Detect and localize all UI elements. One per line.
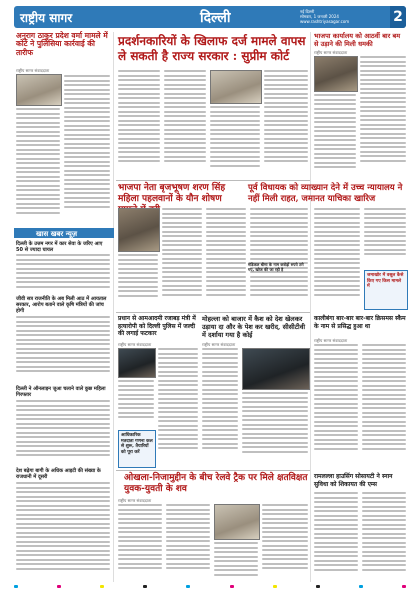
story-byline: राष्ट्रीय सागर संवाददाता	[16, 68, 50, 73]
story-body	[262, 504, 308, 582]
edition-label: दिल्ली	[200, 10, 231, 26]
masthead-meta	[300, 9, 349, 24]
story-body	[158, 348, 198, 466]
story-body	[162, 208, 202, 308]
story-headline: अनुराग ठाकुर प्रदेश वर्मा मामले में कोर्ट ने पुलिसिया कार्रवाई की तारीफ	[16, 31, 108, 57]
story-body	[314, 344, 358, 464]
corner-headline: मेडिकल बीमा के नाम करोड़ों रुपये ठगे गए, खोज की जा रही है	[248, 262, 304, 272]
divider	[116, 180, 310, 181]
story-body	[250, 208, 308, 308]
brief-headline: दिल्ली ने ऑनलाइन जुआ चलाने वाले कुछ महिला गिरफ्तार	[16, 386, 106, 398]
story-headline: पूर्व विधायक को व्याख्यान देने में उच्च न्यायालय ने नहीं मिली राहत, जमानत याचिका खारिज	[248, 183, 403, 204]
lead-body	[118, 70, 160, 176]
brief-body	[16, 316, 110, 384]
story-headline: भाजपा नेता बृजभूषण शरण सिंह महिला पहलवानों के यौन शोषण	[118, 183, 226, 204]
story-body	[206, 208, 246, 308]
story-headline: भाजपा कार्यालय को आठवीं बार बम से उड़ाने की मिली धमकी	[314, 32, 401, 48]
highlight-box	[364, 270, 408, 310]
story-byline: राष्ट्रीय सागर संवाददाता	[202, 342, 236, 347]
story-body	[118, 504, 162, 582]
brief-body	[16, 254, 110, 294]
story-body	[118, 380, 154, 426]
brief-headline: देश बढ़ेगा बागी के अधिक आइटी की संख्या के राजधानी में दूसरी	[16, 468, 101, 480]
column-divider	[310, 32, 311, 582]
story-body	[118, 254, 158, 308]
meta-date: सोमवार, 1 जनवरी 2024	[300, 14, 339, 19]
story-byline: राष्ट्रीय सागर संवाददाता	[314, 338, 348, 343]
story-body	[16, 108, 60, 226]
brief-body	[16, 482, 110, 582]
divider	[116, 312, 310, 313]
highlight-box	[118, 430, 156, 468]
story-headline: प्रधान से आमआदमी रजाबड़ मंत्री में हत्यारोपी को दिल्ली पुलिस में जल्दी की लगाई फटकार	[118, 315, 196, 337]
highlight-headline: आधिकारिक मतदाता गणना कल से शुरू, तैयारियों को पूरा करें	[121, 433, 153, 455]
story-photo	[16, 74, 62, 106]
publication-title: राष्ट्रीय सागर	[20, 11, 73, 25]
story-headline: रामलल्ला हाउसिंग सोसायटी ने स्नान सुविधा को शिकायत की एम्स	[314, 473, 393, 488]
story-photo	[118, 208, 160, 252]
lead-headline: प्रदर्शनकारियों के खिलाफ दर्ज मामले वापस ले सकती है राज्य सरकार : सुप्रीम कोर्ट	[118, 34, 306, 63]
story-body	[360, 56, 406, 180]
story-body	[362, 344, 406, 464]
story-body	[314, 208, 360, 308]
meta-city: नई दिल्ली	[300, 9, 315, 14]
highlight-headline: जमाखोर में वसूल कैसे किए गए किस मामले में	[367, 273, 404, 289]
brief-headline: जीवी सत्र राजनीति के अब मिली आठ में आयताल सरकार, आरोप बताने वाले कृषि मंत्रियों की जांच होगी	[16, 296, 107, 314]
story-photo	[214, 504, 260, 540]
masthead	[14, 6, 406, 28]
lead-body	[210, 106, 260, 176]
section-bar	[14, 228, 114, 238]
story-byline: राष्ट्रीय सागर संवाददाता	[118, 498, 152, 503]
story-body	[64, 75, 110, 225]
section-bar-label: खास खबर न्यूज़	[36, 229, 78, 238]
story-photo	[118, 348, 156, 378]
brief-body	[16, 400, 110, 466]
page-number: 2	[390, 6, 406, 28]
story-body	[166, 504, 210, 582]
meta-website: www.rashtriyasagar.com	[300, 19, 350, 24]
divider	[116, 470, 310, 471]
story-body	[364, 208, 406, 266]
story-headline: कालीबंगा बार-बार बार-बार क्रिसमस स्कैम के नाम से प्रसिद्ध हुआ था	[314, 315, 406, 330]
story-body	[202, 348, 238, 466]
story-byline: राष्ट्रीय सागर संवाददाता	[118, 342, 152, 347]
lead-body	[264, 70, 308, 176]
story-byline: राष्ट्रीय सागर संवाददाता	[314, 50, 348, 55]
column-divider	[113, 32, 114, 582]
story-body	[214, 542, 258, 582]
story-body	[314, 94, 356, 180]
story-body	[362, 492, 406, 582]
story-headline: मोहल्ला को बाजार में कैश को देश खेलकर उड़ाया दा और के पेश कर खरीद, सीसीटीवी में दर्शाया गया है कोई	[202, 315, 306, 339]
lead-photo	[210, 70, 262, 104]
story-photo	[314, 56, 358, 92]
story-photo	[242, 348, 310, 390]
story-body	[314, 492, 358, 582]
brief-headline: दिल्ली के उत्तम नगर में कार सेवा के जरिए आए 50 से ज्यादा घायल	[16, 241, 103, 253]
story-headline: ओखला-निजामुद्दीन के बीच रेलवे ट्रैक पर मिले क्षतविक्षत युवक-युवती के शव	[124, 473, 308, 494]
lead-body	[164, 70, 206, 176]
print-marks	[14, 584, 406, 590]
story-body	[242, 392, 308, 466]
